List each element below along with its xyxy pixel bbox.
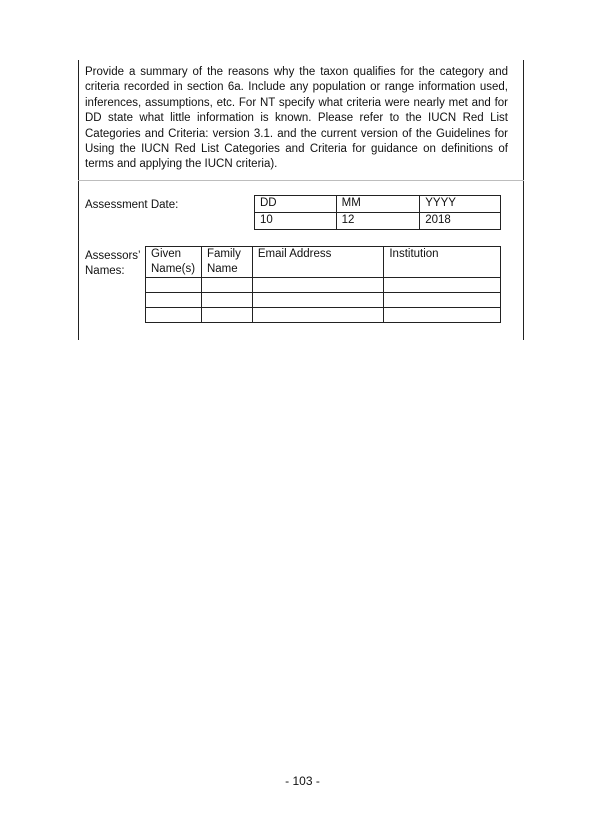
given-name-header: Given Name(s) <box>146 247 202 278</box>
assessment-form <box>78 60 524 340</box>
month-value[interactable]: 12 <box>336 213 420 230</box>
date-header-row <box>255 196 501 213</box>
assessors-header-row <box>146 247 501 278</box>
form-left-border <box>78 60 79 340</box>
given-name-cell[interactable] <box>146 278 202 293</box>
assessment-date-label: Assessment Date: <box>85 199 179 211</box>
date-value-row <box>255 213 501 230</box>
table-row <box>146 308 501 323</box>
given-name-cell[interactable] <box>146 293 202 308</box>
assessors-names-label <box>85 249 141 279</box>
family-name-cell[interactable] <box>201 308 252 323</box>
table-row <box>146 293 501 308</box>
given-name-cell[interactable] <box>146 308 202 323</box>
assessors-label-line2: Names: <box>85 265 125 277</box>
assessors-label-line1: Assessors’ <box>85 250 141 262</box>
email-header: Email Address <box>252 247 383 278</box>
section-divider <box>78 180 524 181</box>
assessment-date-table <box>254 195 501 230</box>
assessors-table <box>145 246 501 323</box>
year-value[interactable]: 2018 <box>420 213 501 230</box>
family-name-cell[interactable] <box>201 293 252 308</box>
email-cell[interactable] <box>252 278 383 293</box>
institution-header: Institution <box>384 247 501 278</box>
day-value[interactable]: 10 <box>255 213 337 230</box>
institution-cell[interactable] <box>384 308 501 323</box>
institution-cell[interactable] <box>384 293 501 308</box>
institution-cell[interactable] <box>384 278 501 293</box>
email-cell[interactable] <box>252 308 383 323</box>
family-name-header: Family Name <box>201 247 252 278</box>
email-cell[interactable] <box>252 293 383 308</box>
family-name-cell[interactable] <box>201 278 252 293</box>
month-header: MM <box>336 196 420 213</box>
year-header: YYYY <box>420 196 501 213</box>
form-right-border <box>523 60 524 340</box>
day-header: DD <box>255 196 337 213</box>
table-row <box>146 278 501 293</box>
summary-instructions: Provide a summary of the reasons why the taxon qualifies for the category and criteria recorded in section 6a. Include any population or range information used, inferences, assumptions, etc. For NT specify what criteria were nearly met and for DD state what little information is known. Please refer to the IUCN Red List Categories and Criteria: version 3.1. and the current version of the Guidelines for Using the IUCN Red List Categories and Criteria for guidance on definitions of terms and applying the IUCN criteria). <box>85 66 508 171</box>
page-number: - 103 - <box>285 774 320 788</box>
